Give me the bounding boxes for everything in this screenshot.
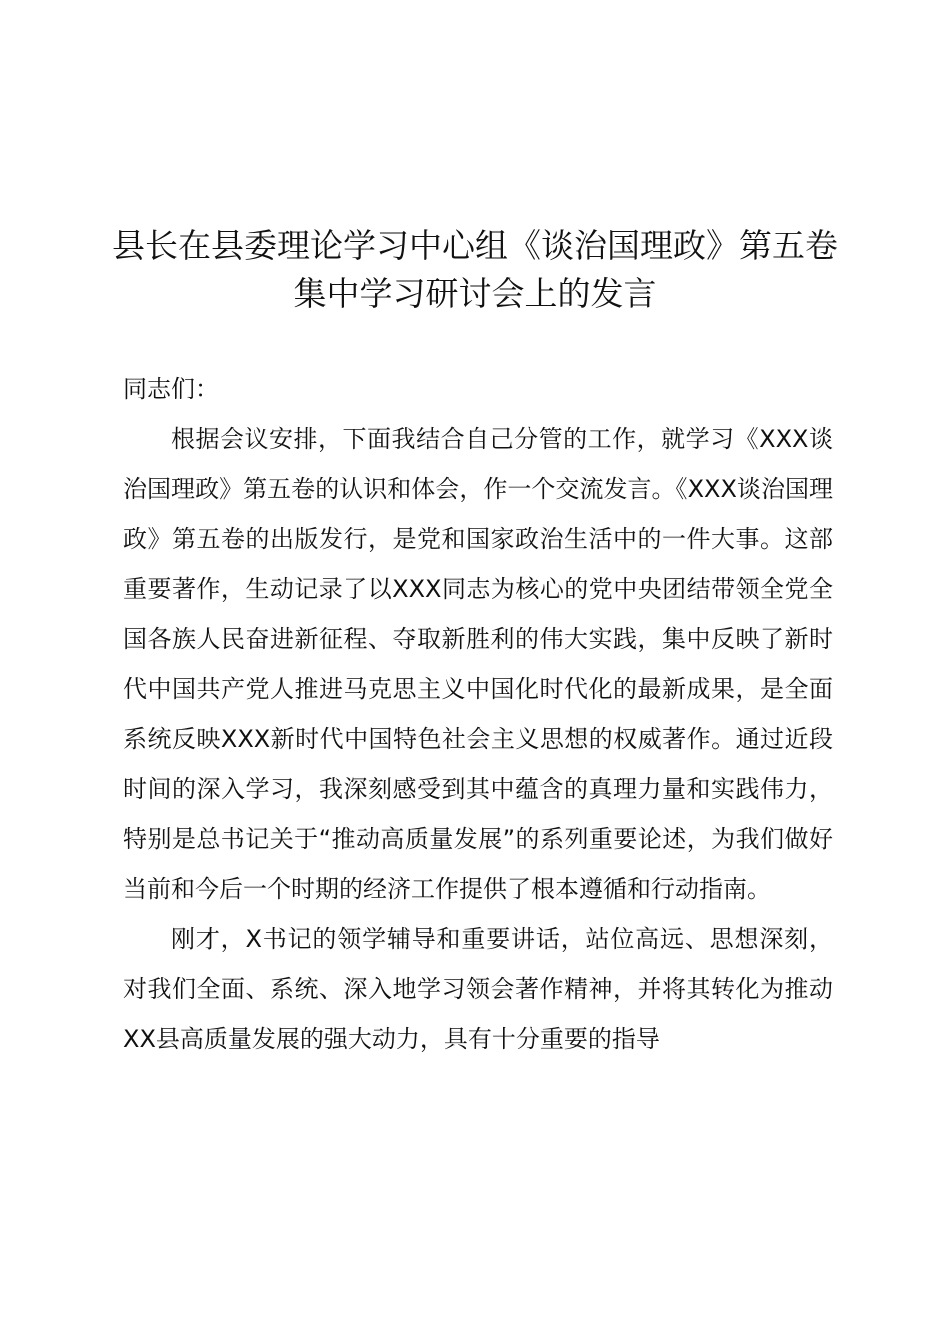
document-title: 县长在县委理论学习中心组《谈治国理政》第五卷集中学习研讨会上的发言 <box>112 226 838 313</box>
document-body <box>123 364 833 1064</box>
salutation: 同志们： <box>123 375 219 403</box>
paragraph-2: 刚才，X书记的领学辅导和重要讲话，站位高远、思想深刻，对我们全面、系统、深入地学习领会著作精神，并将其转化为推动XX县高质量发展的强大动力，具有十分重要的指导 <box>123 925 833 1053</box>
paragraph-1: 根据会议安排，下面我结合自己分管的工作，就学习《XXX谈治国理政》第五卷的认识和体会，作一个交流发言。《XXX谈治国理政》第五卷的出版发行，是党和国家政治生活中的一件大事。这部重要著作，生动记录了以XXX同志为核心的党中央团结带领全党全国各族人民奋进新征程、夺取新胜利的伟大实践，集中反映了新时代中国共产党人推进马克思主义中国化时代化的最新成果，是全面系统反映XXX新时代中国特色社会主义思想的权威著作。通过近段时间的深入学习，我深刻感受到其中蕴含的真理力量和实践伟力，特别是总书记关于“推动高质量发展”的系列重要论述，为我们做好当前和今后一个时期的经济工作提供了根本遵循和行动指南。 <box>123 425 833 903</box>
